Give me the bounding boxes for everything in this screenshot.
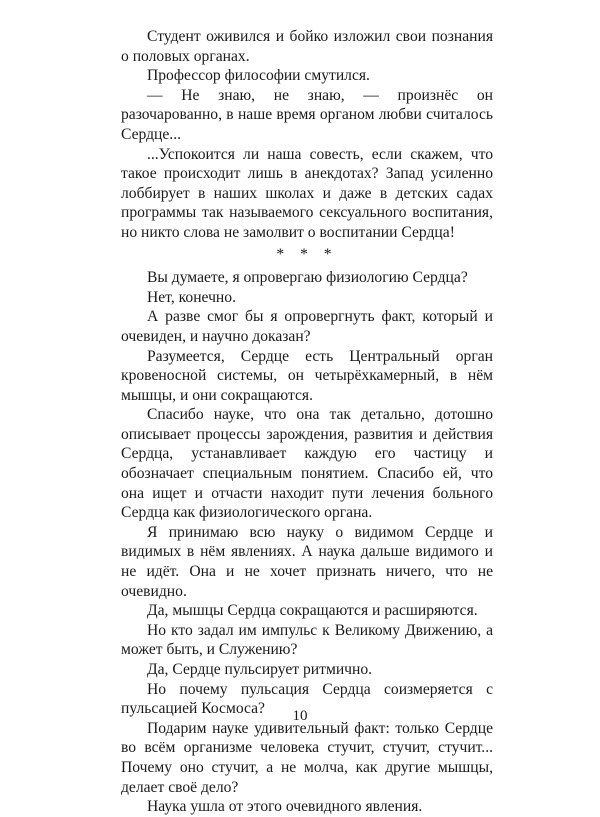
page-number: 10: [292, 708, 308, 724]
paragraph: Профессор философии смутился.: [147, 67, 370, 85]
paragraph: А разве смог бы я опровергнуть факт, который и очевиден, и научно доказан?: [121, 308, 493, 345]
page-text: [121, 27, 493, 817]
section-separator: * * *: [276, 245, 338, 263]
paragraph: Да, Сердце пульсирует ритмично.: [147, 661, 373, 678]
paragraph: Разумеется, Сердце есть Центральный орган кровеносной системы, он четырёхкамерный, в нём мышцы, и они сокращаются.: [121, 347, 493, 404]
paragraph: Студент оживился и бойко изложил свои познания о половых органах.: [121, 28, 493, 65]
paragraph: Да, мышцы Сердца сокращаются и расширяются.: [147, 602, 478, 620]
paragraph: — Не знаю, не знаю, — произнёс он разочарованно, в наше время органом любви считалось Сердце...: [121, 86, 493, 143]
paragraph: ...Успокоится ли наша совесть, если скажем, что такое происходит лишь в анекдотах? Запад усиленно лоббирует в наших школах и даже в детских садах программы так называемого сексуального воспитания, но никто слова не замолвит о воспитании Сердца!: [121, 145, 493, 241]
paragraph: Но почему пульсация Сердца соизмеряется с пульсацией Космоса?: [121, 680, 493, 718]
paragraph: Но кто задал им импульс к Великому Движению, а может быть, и Служению?: [121, 621, 493, 659]
paragraph: Вы думаете, я опровергаю физиологию Сердца?: [147, 269, 468, 287]
paragraph: Нет, конечно.: [147, 288, 236, 306]
paragraph: Наука ушла от этого очевидного явления.: [147, 798, 423, 816]
paragraph: Я принимаю всю науку о видимом Сердце и видимых в нём явлениях. А наука дальше видимого и не идёт. Она и не хочет признать ничего, что не очевидно.: [121, 523, 493, 600]
paragraph: Подарим науке удивительный факт: только Сердце во всём организме человека стучит, стучит, стучит... Почему оно стучит, а не молча, как другие мышцы, делает своё дело?: [121, 719, 493, 796]
paragraph: Спасибо науке, что она так детально, дотошно описывает процессы зарождения, развития и действия Сердца, устанавливает каждую его частицу и обозначает специальным понятием. Спасибо ей, что она ищет и отчасти находит пути лечения больного Сердца как физиологического органа.: [121, 406, 493, 522]
